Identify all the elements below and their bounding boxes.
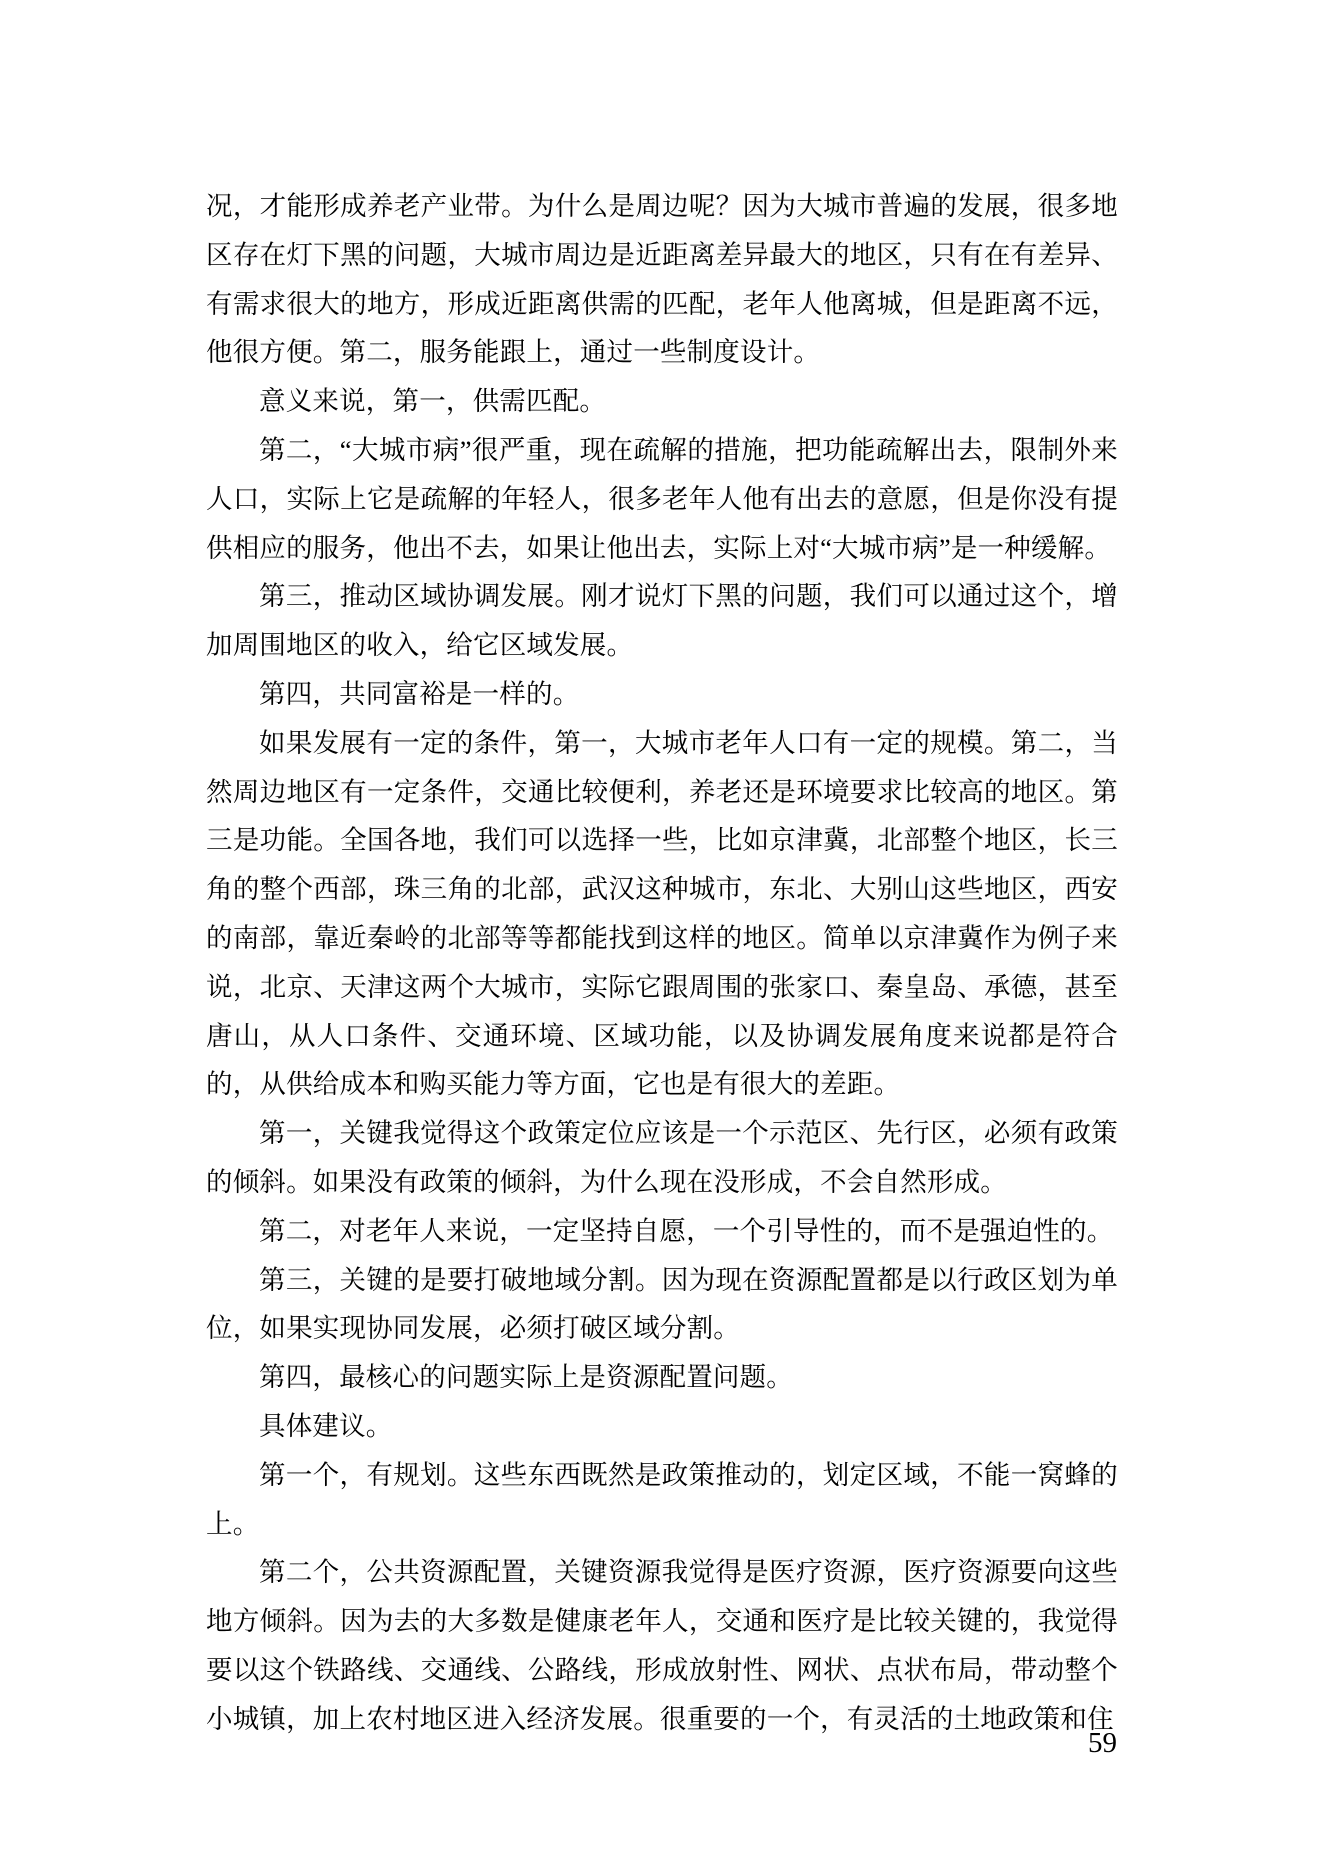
paragraph: 第一，关键我觉得这个政策定位应该是一个示范区、先行区，必须有政策的倾斜。如果没有政策的倾斜，为什么现在没形成，不会自然形成。: [206, 1118, 1118, 1197]
paragraph: 第三，推动区域协调发展。刚才说灯下黑的问题，我们可以通过这个，增加周围地区的收入，给它区域发展。: [206, 581, 1118, 661]
paragraph: 意义来说，第一，供需匹配。: [259, 386, 607, 417]
paragraph: 第二个，公共资源配置，关键资源我觉得是医疗资源，医疗资源要向这些地方倾斜。因为去的大多数是健康老年人，交通和医疗是比较关键的，我觉得要以这个铁路线、交通线、公路线，形成放射性、网状、点状布局，带动整个小城镇，加上农村地区进入经济发展。很重要的一个，有灵活的土地政策和住: [206, 1557, 1118, 1734]
paragraph: 具体建议。: [259, 1410, 393, 1441]
paragraph: 第二，对老年人来说，一定坚持自愿，一个引导性的，而不是强迫性的。: [259, 1215, 1114, 1246]
paragraph: 如果发展有一定的条件，第一，大城市老年人口有一定的规模。第二，当然周边地区有一定条件，交通比较便利，养老还是环境要求比较高的地区。第三是功能。全国各地，我们可以选择一些，比如京津冀，北部整个地区，长三角的整个西部，珠三角的北部，武汉这种城市，东北、大别山这些地区，西安的南部，靠近秦岭的北部等等都能找到这样的地区。简单以京津冀作为例子来说，北京、天津这两个大城市，实际它跟周围的张家口、秦皇岛、承德，甚至唐山，从人口条件、交通环境、区域功能，以及协调发展角度来说都是符合的，从供给成本和购买能力等方面，它也是有很大的差距。: [206, 727, 1118, 1100]
paragraph: 第二，“大城市病”很严重，现在疏解的措施，把功能疏解出去，限制外来人口，实际上它是疏解的年轻人，很多老年人他有出去的意愿，但是你没有提供相应的服务，他出不去，如果让他出去，实际上对“大城市病”是一种缓解。: [206, 434, 1118, 563]
document-body: [206, 182, 1118, 1744]
paragraph: 第四，共同富裕是一样的。: [259, 678, 580, 709]
page-number: 59: [1088, 1727, 1117, 1759]
paragraph: 第三，关键的是要打破地域分割。因为现在资源配置都是以行政区划为单位，如果实现协同发展，必须打破区域分割。: [206, 1264, 1118, 1344]
paragraph: 第一个，有规划。这些东西既然是政策推动的，划定区域，不能一窝蜂的上。: [206, 1459, 1118, 1539]
paragraph: 况，才能形成养老产业带。为什么是周边呢？因为大城市普遍的发展，很多地区存在灯下黑的问题，大城市周边是近距离差异最大的地区，只有在有差异、有需求很大的地方，形成近距离供需的匹配，老年人他离城，但是距离不远，他很方便。第二，服务能跟上，通过一些制度设计。: [206, 191, 1118, 368]
paragraph: 第四，最核心的问题实际上是资源配置问题。: [259, 1362, 793, 1393]
